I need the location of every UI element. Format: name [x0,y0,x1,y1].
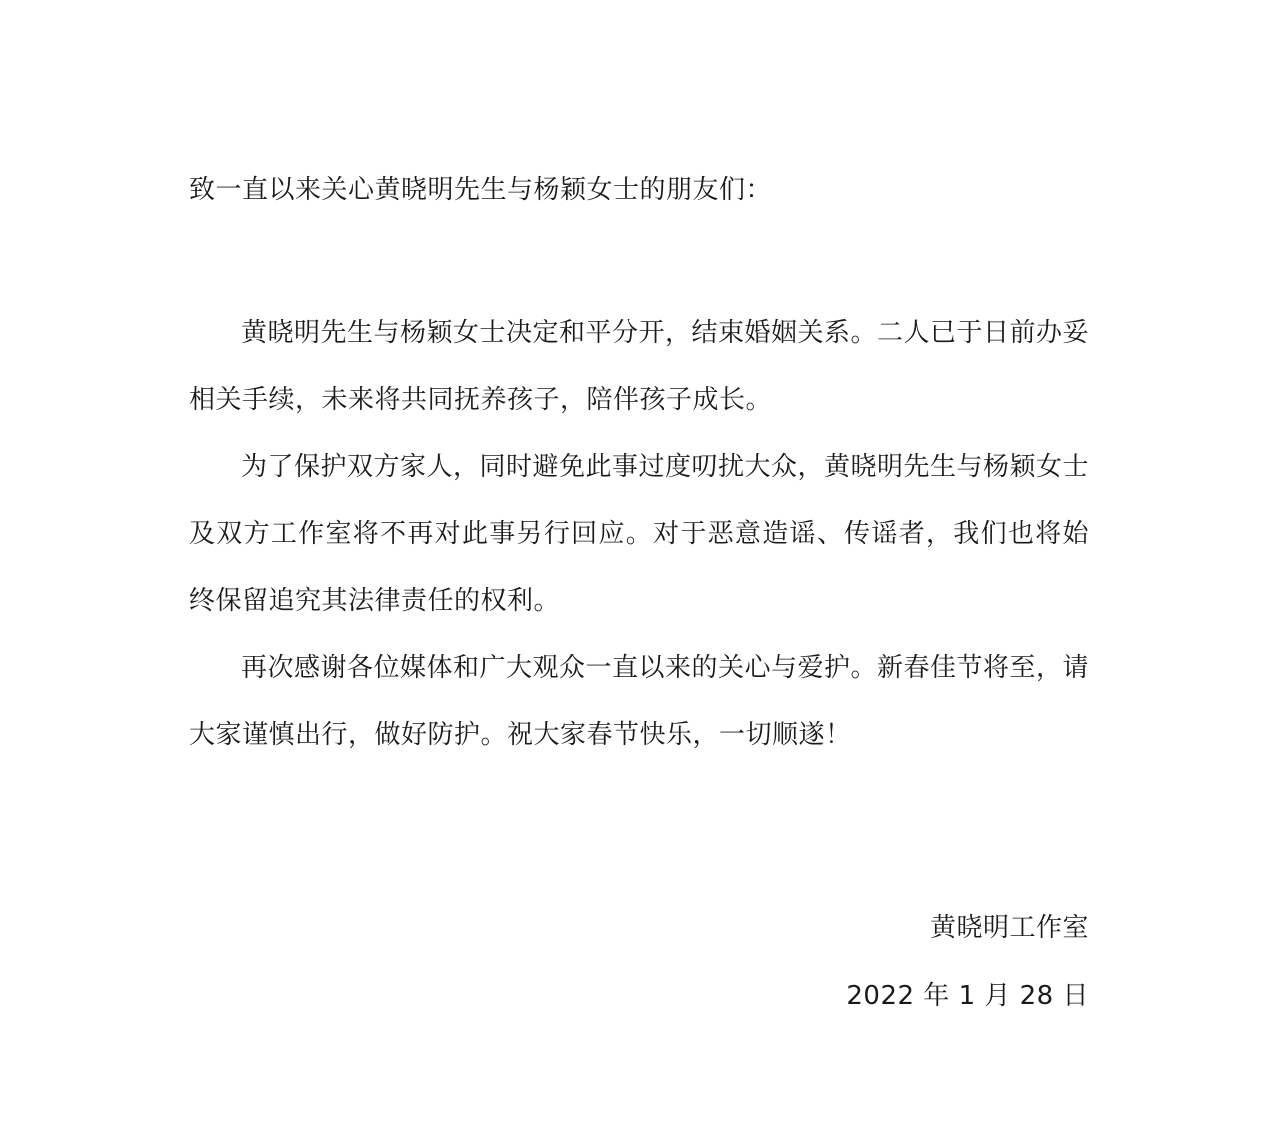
letter-paragraph-3: 再次感谢各位媒体和广大观众一直以来的关心与爱护。新春佳节将至，请大家谨慎出行，做好防护。祝大家春节快乐，一切顺遂！ [189,653,1090,750]
letter-body [189,300,1089,769]
letter-salutation: 致一直以来关心黄晓明先生与杨颖女士的朋友们： [189,175,773,205]
letter-date: 2022 年 1 月 28 日 [846,981,1089,1011]
letter-paragraph-1: 黄晓明先生与杨颖女士决定和平分开，结束婚姻关系。二人已于日前办妥相关手续，未来将共同抚养孩子，陪伴孩子成长。 [189,318,1090,415]
letter-signature: 黄晓明工作室 [929,913,1089,943]
letter-paragraph-2: 为了保护双方家人，同时避免此事过度叨扰大众，黄晓明先生与杨颖女士及双方工作室将不再对此事另行回应。对于恶意造谣、传谣者，我们也将始终保留追究其法律责任的权利。 [189,452,1090,616]
